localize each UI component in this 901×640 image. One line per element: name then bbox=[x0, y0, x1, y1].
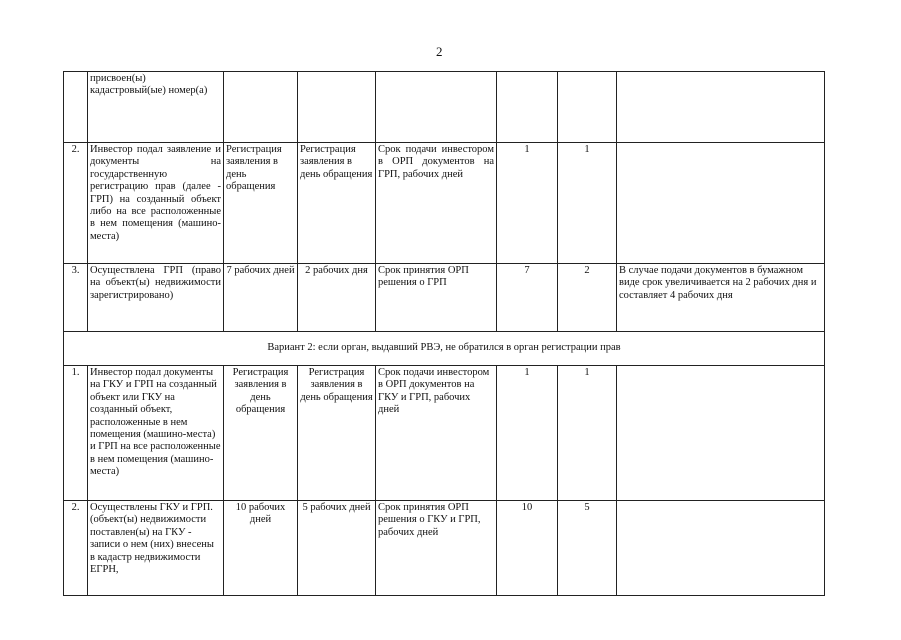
indicator: Срок принятия ОРП решения о ГРП bbox=[376, 264, 497, 332]
term-target bbox=[298, 72, 376, 143]
term-regulation: Регистрация заявления в день обращения bbox=[224, 366, 298, 501]
row-number: 3. bbox=[64, 264, 88, 332]
value-target: 2 bbox=[558, 264, 617, 332]
page-number: 2 bbox=[436, 44, 443, 59]
row-number: 2. bbox=[64, 501, 88, 596]
term-regulation: 10 рабочих дней bbox=[224, 501, 298, 596]
row-number bbox=[64, 72, 88, 143]
variant-row bbox=[64, 332, 825, 366]
term-target: Регистрация заявления в день обращения bbox=[298, 143, 376, 264]
step-description: Инвестор подал заявление и документы на государственную регистрацию прав (далее - ГРП) на созданный объект либо на все расположенные в нем помещения (машино-места) bbox=[88, 143, 224, 264]
note: В случае подачи документов в бумажном виде срок увеличивается на 2 рабочих дня и составляет 4 рабочих дня bbox=[617, 264, 825, 332]
value-target: 1 bbox=[558, 143, 617, 264]
step-description: Осуществлены ГКУ и ГРП. (объект(ы) недвижимости поставлен(ы) на ГКУ - записи о нем (них) внесены в кадастр недвижимости ЕГРН, bbox=[88, 501, 224, 596]
indicator: Срок подачи инвестором в ОРП документов на ГКУ и ГРП, рабочих дней bbox=[376, 366, 497, 501]
note bbox=[617, 143, 825, 264]
row-number: 1. bbox=[64, 366, 88, 501]
term-target: 2 рабочих дня bbox=[298, 264, 376, 332]
row-number: 2. bbox=[64, 143, 88, 264]
regulation-table bbox=[63, 71, 824, 596]
table-row bbox=[64, 143, 825, 264]
variant-title: Вариант 2: если орган, выдавший РВЭ, не обратился в орган регистрации прав bbox=[64, 332, 825, 366]
note bbox=[617, 366, 825, 501]
value-current bbox=[497, 72, 558, 143]
value-current: 10 bbox=[497, 501, 558, 596]
value-current: 1 bbox=[497, 143, 558, 264]
value-target: 5 bbox=[558, 501, 617, 596]
note bbox=[617, 501, 825, 596]
term-regulation: 7 рабочих дней bbox=[224, 264, 298, 332]
step-description: Осуществлена ГРП (право на объект(ы) недвижимости зарегистрировано) bbox=[88, 264, 224, 332]
term-regulation bbox=[224, 72, 298, 143]
note bbox=[617, 72, 825, 143]
step-description: присвоен(ы) кадастровый(ые) номер(а) bbox=[88, 72, 224, 143]
value-current: 7 bbox=[497, 264, 558, 332]
term-regulation: Регистрация заявления в день обращения bbox=[224, 143, 298, 264]
term-target: Регистрация заявления в день обращения bbox=[298, 366, 376, 501]
step-description: Инвестор подал документы на ГКУ и ГРП на созданный объект или ГКУ на созданный объект, расположенные в нем помещения (машино-места) и ГРП на все расположенные в нем помещения (машино-места) bbox=[88, 366, 224, 501]
table-row bbox=[64, 72, 825, 143]
indicator: Срок принятия ОРП решения о ГКУ и ГРП, рабочих дней bbox=[376, 501, 497, 596]
value-target bbox=[558, 72, 617, 143]
indicator: Срок подачи инвестором в ОРП документов на ГРП, рабочих дней bbox=[376, 143, 497, 264]
table-row bbox=[64, 366, 825, 501]
value-target: 1 bbox=[558, 366, 617, 501]
value-current: 1 bbox=[497, 366, 558, 501]
term-target: 5 рабочих дней bbox=[298, 501, 376, 596]
indicator bbox=[376, 72, 497, 143]
table-row bbox=[64, 501, 825, 596]
table-row bbox=[64, 264, 825, 332]
